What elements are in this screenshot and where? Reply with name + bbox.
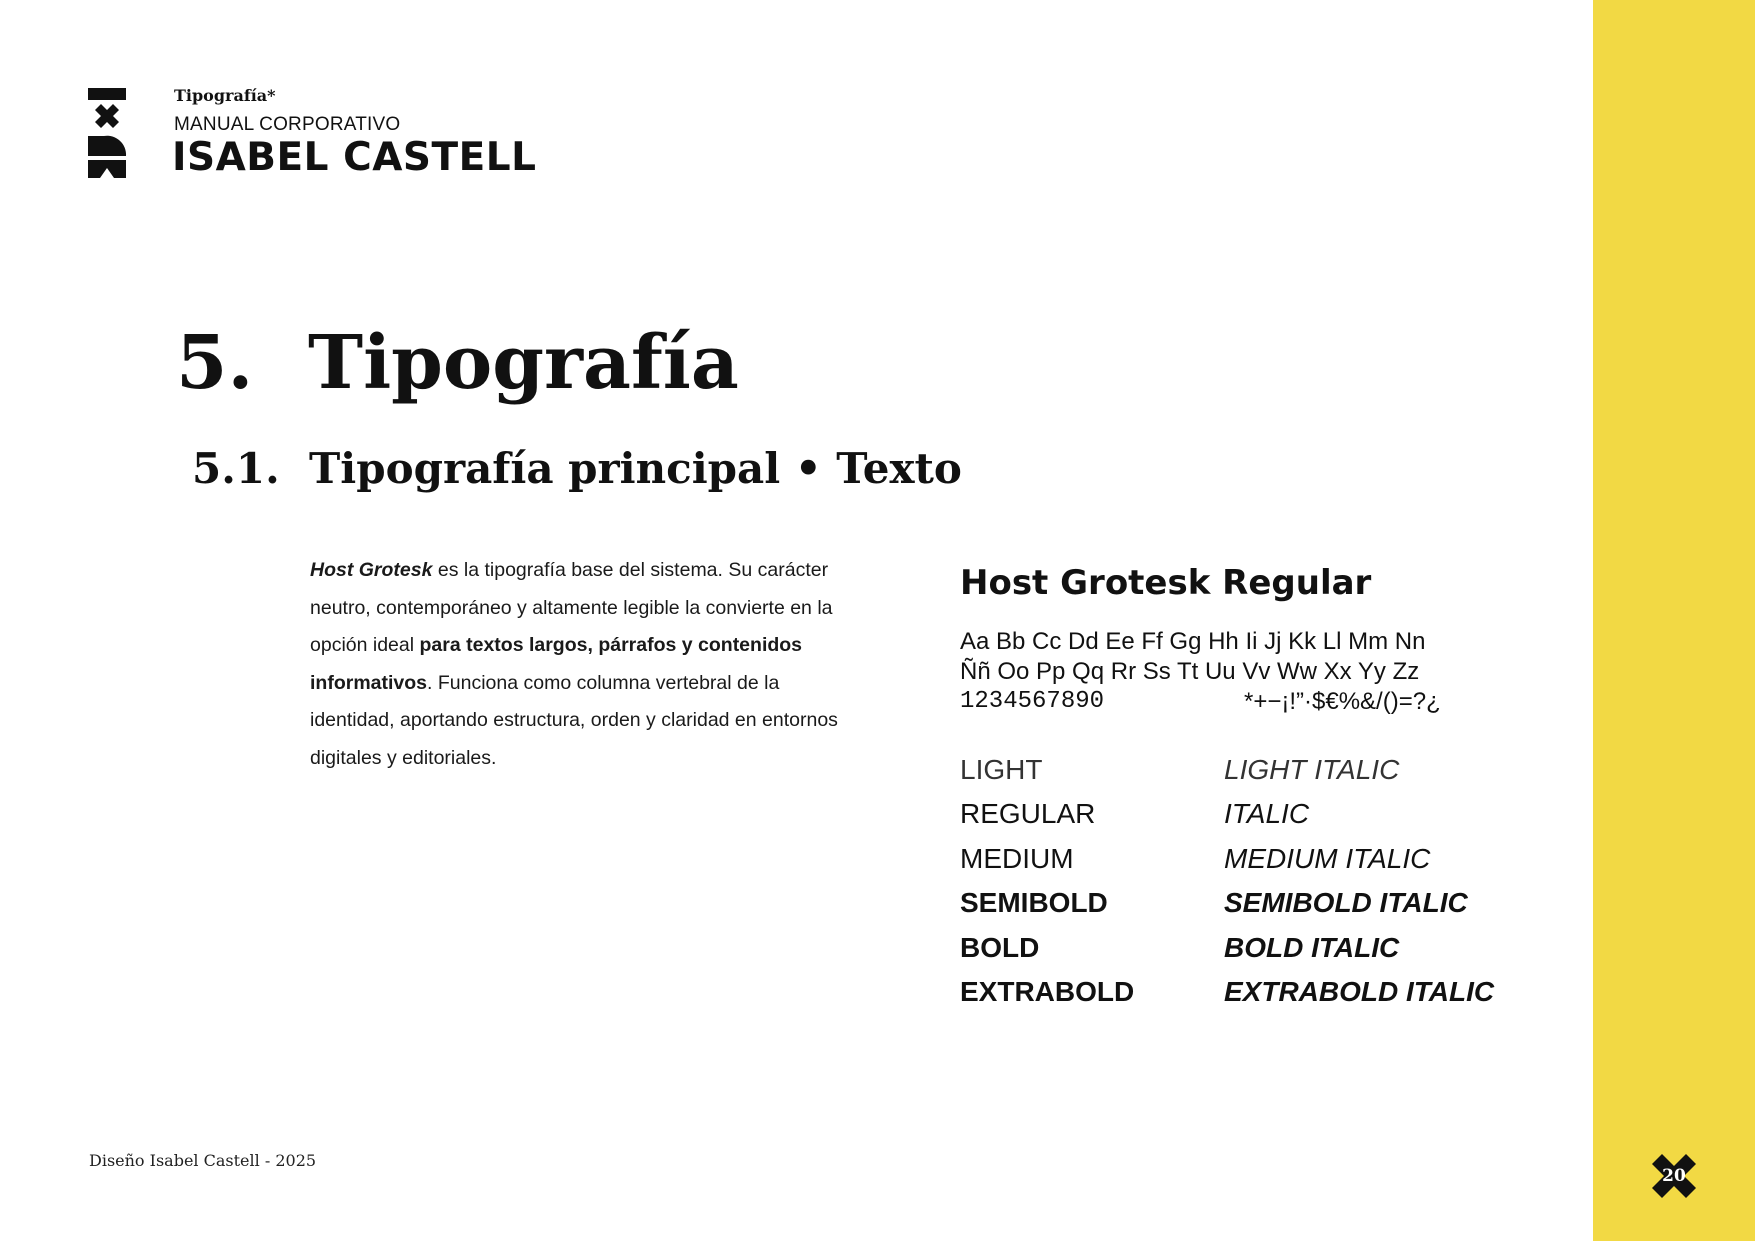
chapter-number: 5. xyxy=(176,320,254,406)
yellow-sidebar xyxy=(1593,0,1755,1241)
weight-label: LIGHT xyxy=(960,754,1043,785)
weight-italic-label: MEDIUM ITALIC xyxy=(1224,842,1431,874)
weight-row-regular xyxy=(960,800,1520,844)
weight-label: BOLD xyxy=(960,931,1040,963)
brand-mark-icon xyxy=(88,88,128,178)
body-bold-text: para textos largos, párrafos y contenidos informativos xyxy=(310,634,803,694)
section-label: Tipografía* xyxy=(174,86,276,105)
body-paragraph xyxy=(310,552,850,777)
body-text-part: . Funciona como columna vertebral de la identidad, aportando estructura, orden y claridad en entornos digitales y editoriales. xyxy=(310,671,838,769)
symbols-line: *+−¡!”·$€%&/()=?¿ xyxy=(1244,688,1441,715)
chapter-title: Tipografía xyxy=(308,320,739,406)
page-number: 20 xyxy=(1662,1166,1686,1186)
brand-name: ISABEL CASTELL xyxy=(172,135,537,180)
section-number: 5.1. xyxy=(192,444,280,493)
weight-italic-label: BOLD ITALIC xyxy=(1224,931,1400,963)
section-title: Tipografía principal • Texto xyxy=(309,444,962,493)
alphabet-line-1: Aa Bb Cc Dd Ee Ff Gg Hh Ii Jj Kk Ll Mm Nn xyxy=(960,628,1426,655)
weight-italic-label: ITALIC xyxy=(1224,798,1310,830)
weight-label: REGULAR xyxy=(960,798,1096,830)
weight-row-medium xyxy=(960,842,1520,889)
weight-label: MEDIUM xyxy=(960,842,1074,874)
weight-row-bold xyxy=(960,931,1520,978)
weight-row-light xyxy=(960,756,1520,800)
font-weights-list xyxy=(960,756,1520,1022)
font-name-emphasis: Host Grotesk xyxy=(310,559,433,581)
digits-line: 1234567890 xyxy=(960,688,1105,715)
manual-label: MANUAL CORPORATIVO xyxy=(174,114,401,135)
weight-row-semibold xyxy=(960,889,1520,933)
body-text-part: es la tipografía base del sistema. Su carácter neutro, contemporáneo y altamente legible la convierte en la opción ideal xyxy=(310,559,833,656)
weight-italic-label: SEMIBOLD ITALIC xyxy=(1224,887,1468,919)
weight-italic-label: EXTRABOLD ITALIC xyxy=(1224,975,1495,1007)
alphabet-line-2: Ññ Oo Pp Qq Rr Ss Tt Uu Vv Ww Xx Yy Zz xyxy=(960,658,1420,685)
footer-credit: Diseño Isabel Castell - 2025 xyxy=(89,1151,317,1170)
weight-label: EXTRABOLD xyxy=(960,975,1135,1007)
weight-italic-label: LIGHT ITALIC xyxy=(1224,754,1400,785)
specimen-title: Host Grotesk Regular xyxy=(960,563,1372,603)
weight-label: SEMIBOLD xyxy=(960,887,1108,919)
weight-row-extrabold xyxy=(960,975,1520,1022)
